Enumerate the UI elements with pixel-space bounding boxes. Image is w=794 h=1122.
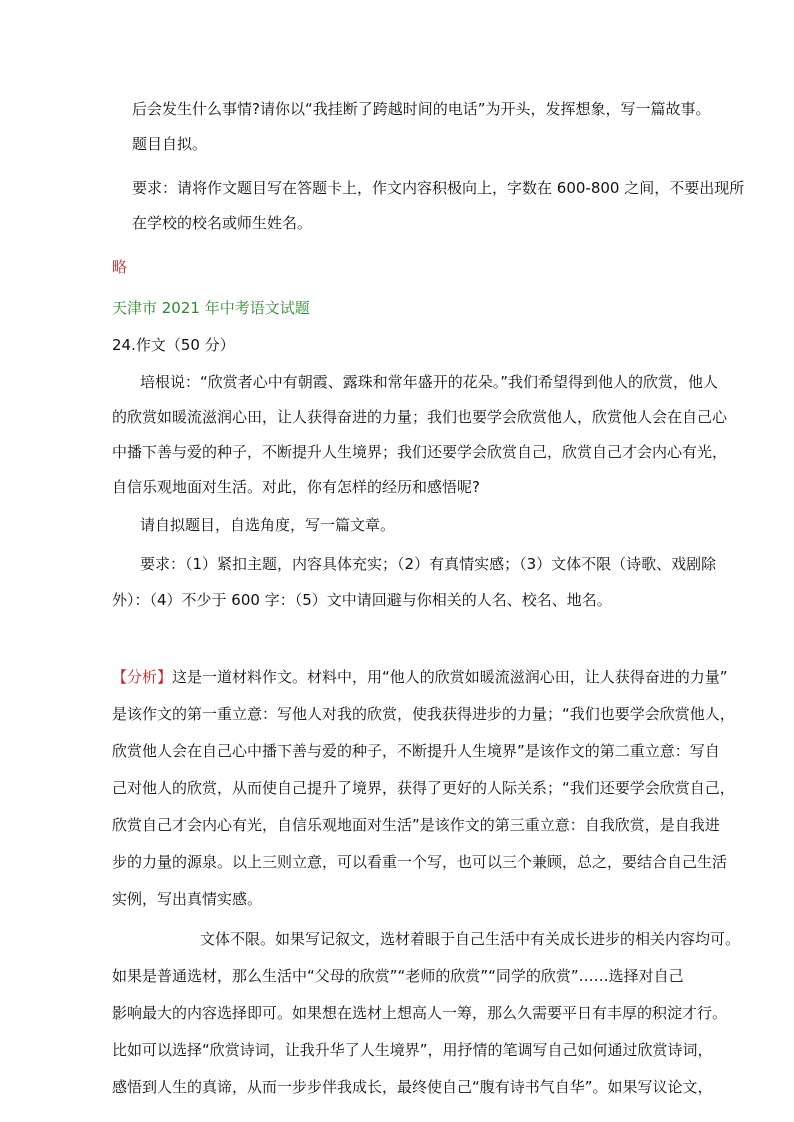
question-paragraph-line: 培根说：“欣赏者心中有朝霞、露珠和常年盛开的花朵。”我们希望得到他人的欣赏，他人 <box>140 373 719 391</box>
analysis-line: 步的力量的源泉。以上三则立意，可以看重一个写，也可以三个兼顾，总之，要结合自己生活 <box>112 853 728 871</box>
question-paragraph-line: 自信乐观地面对生活。对此，你有怎样的经历和感悟呢? <box>112 478 480 496</box>
question-instruction: 请自拟题目，自选角度，写一篇文章。 <box>140 516 396 534</box>
analysis-label: 【分析】 <box>112 668 173 686</box>
analysis-paragraph2-line: 影响最大的内容选择即可。如果想在选材上想高人一筹，那么久需要平日有丰厚的积淀才行。 <box>112 1004 728 1022</box>
prev-task-requirement-line-2: 在学校的校名或师生姓名。 <box>132 214 313 232</box>
analysis-line: 是该作文的第一重立意：写他人对我的欣赏，使我获得进步的力量；“我们也要学会欣赏他人， <box>112 705 735 723</box>
analysis-text: 这是一道材料作文。材料中，用“他人的欣赏如暖流滋润心田，让人获得奋进的力量” <box>172 668 728 686</box>
question-paragraph-line: 中播下善与爱的种子，不断提升人生境界；我们还要学会欣赏自己，欣赏自己才会内心有光， <box>112 443 728 461</box>
analysis-paragraph2-line: 如果是普通选材，那么生活中“父母的欣赏”“老师的欣赏”“同学的欣赏”……选择对自己 <box>112 967 684 985</box>
analysis-line: 己对他人的欣赏，从而使自己提升了境界，获得了更好的人际关系；“我们还要学会欣赏自己， <box>112 779 735 797</box>
analysis-paragraph2-line: 感悟到人生的真谛，从而一步步伴我成长，最终使自己“腹有诗书气自华”。如果写议论文， <box>112 1078 713 1096</box>
prev-task-line-2: 题目自拟。 <box>132 135 208 153</box>
prev-task-line-1: 后会发生什么事情?请你以“我挂断了跨越时间的电话”为开头，发挥想象，写一篇故事。 <box>132 100 711 118</box>
analysis-line: 实例，写出真情实感。 <box>112 890 263 908</box>
question-requirement-line: 外）：（4）不少于 600 字：（5）文中请回避与你相关的人名、校名、地名。 <box>112 591 612 609</box>
analysis-paragraph2-line: 比如可以选择“欣赏诗词，让我升华了人生境界”，用抒情的笔调写自己如何通过欣赏诗词， <box>112 1041 713 1059</box>
answer-marker: 略 <box>112 258 128 276</box>
analysis-line-first <box>112 667 728 687</box>
section-title: 天津市 2021 年中考语文试题 <box>112 299 310 317</box>
question-requirement-line: 要求：（1）紧扣主题，内容具体充实；（2）有真情实感；（3）文体不限（诗歌、戏剧除 <box>140 555 717 573</box>
analysis-paragraph2-line: 文体不限。如果写记叙文，选材着眼于自己生活中有关成长进步的相关内容均可。 <box>200 930 741 948</box>
prev-task-requirement-line-1: 要求：请将作文题目写在答题卡上，作文内容积极向上，字数在 600-800 之间，不要出现所 <box>132 179 745 197</box>
question-paragraph-line: 的欣赏如暖流滋润心田，让人获得奋进的力量；我们也要学会欣赏他人，欣赏他人会在自己心 <box>112 408 728 426</box>
analysis-line: 欣赏他人会在自己心中播下善与爱的种子，不断提升人生境界”是该作文的第二重立意：写自 <box>112 742 720 760</box>
question-heading: 24.作文（50 分） <box>112 336 235 354</box>
analysis-line: 欣赏自己才会内心有光，自信乐观地面对生活”是该作文的第三重立意：自我欣赏，是自我进 <box>112 816 720 834</box>
